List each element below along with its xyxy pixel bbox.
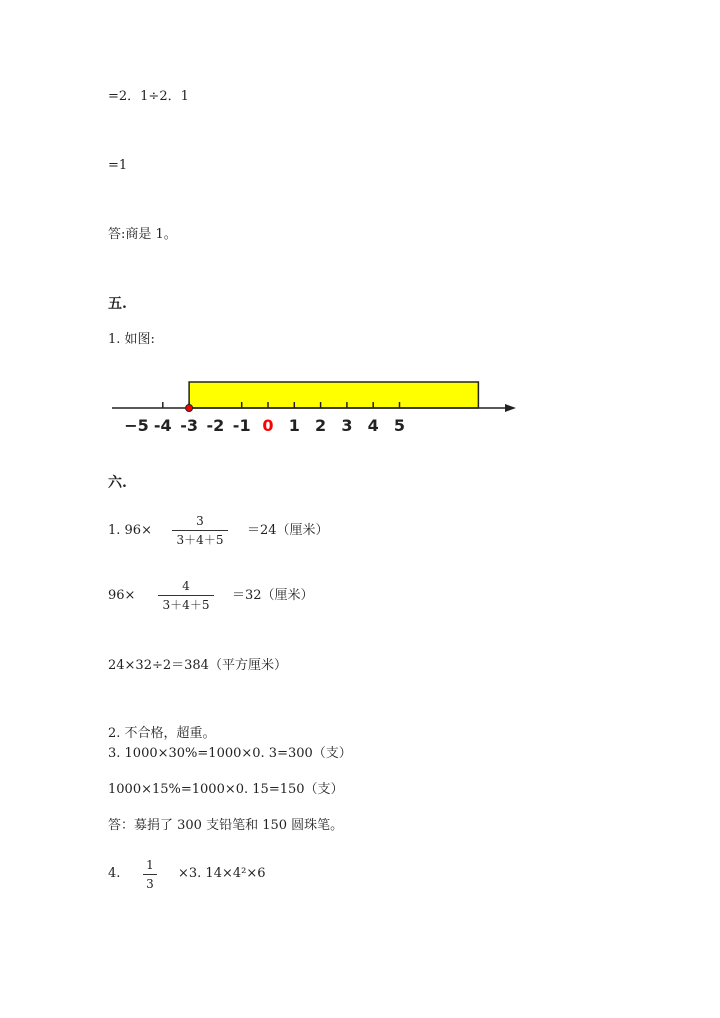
number-line-arrow-icon (505, 404, 516, 412)
fraction-3-over-sum (172, 514, 228, 547)
equation-line-2: =1 (108, 158, 128, 173)
number-line-label: -3 (180, 416, 198, 435)
fraction-bar (172, 530, 228, 531)
number-line-label: -2 (206, 416, 225, 435)
number-line-label: 5 (393, 416, 406, 435)
number-line-figure (0, 370, 720, 450)
answer-text: 答:商是 1。 (108, 227, 177, 242)
question-6-3-answer: 答：募捐了 300 支铅笔和 150 圆珠笔。 (108, 818, 344, 833)
number-line-label: 4 (367, 416, 379, 435)
fraction-bar (158, 595, 214, 596)
number-line-label: 1 (288, 416, 300, 435)
highlight-bar (189, 382, 478, 408)
question-6-2-prefix: 96× (108, 588, 136, 603)
question-6-2: 2. 不合格，超重。 (108, 726, 216, 741)
fraction-4-over-sum (158, 579, 214, 612)
fraction-denominator: 3＋4＋5 (176, 533, 224, 547)
fraction-denominator: 3＋4＋5 (162, 598, 210, 612)
section-heading-5: 五. (108, 296, 127, 312)
number-line-label: −5 (124, 416, 149, 435)
equation-line-1: =2．1÷2．1 (108, 89, 189, 104)
fraction-numerator: 4 (182, 579, 190, 593)
question-6-2-result: ＝32（厘米） (232, 588, 314, 603)
number-line-label: 0 (262, 416, 274, 435)
fraction-denominator: 3 (146, 877, 154, 891)
question-6-1-result: ＝24（厘米） (247, 523, 329, 538)
question-6-3-second: 1000×15%=1000×0. 15=150（支） (108, 782, 344, 797)
number-line-label: -4 (153, 416, 172, 435)
number-line-label: 2 (315, 416, 327, 435)
question-5-1: 1. 如图: (108, 332, 155, 347)
question-6-3: 3. 1000×30%=1000×0. 3=300（支） (108, 746, 352, 761)
question-6-4-expression: ×3. 14×4²×6 (178, 866, 266, 881)
number-line-point (186, 405, 193, 412)
question-6-area: 24×32÷2＝384（平方厘米） (108, 658, 287, 673)
question-6-1-prefix: 1. 96× (108, 523, 152, 538)
number-line-label: -1 (232, 416, 251, 435)
fraction-numerator: 1 (146, 858, 154, 872)
section-heading-6: 六. (108, 475, 127, 491)
question-6-4-prefix: 4. (108, 866, 121, 881)
fraction-1-over-3 (143, 858, 157, 891)
fraction-numerator: 3 (196, 514, 204, 528)
fraction-bar (143, 874, 157, 875)
number-line-label: 3 (341, 416, 353, 435)
